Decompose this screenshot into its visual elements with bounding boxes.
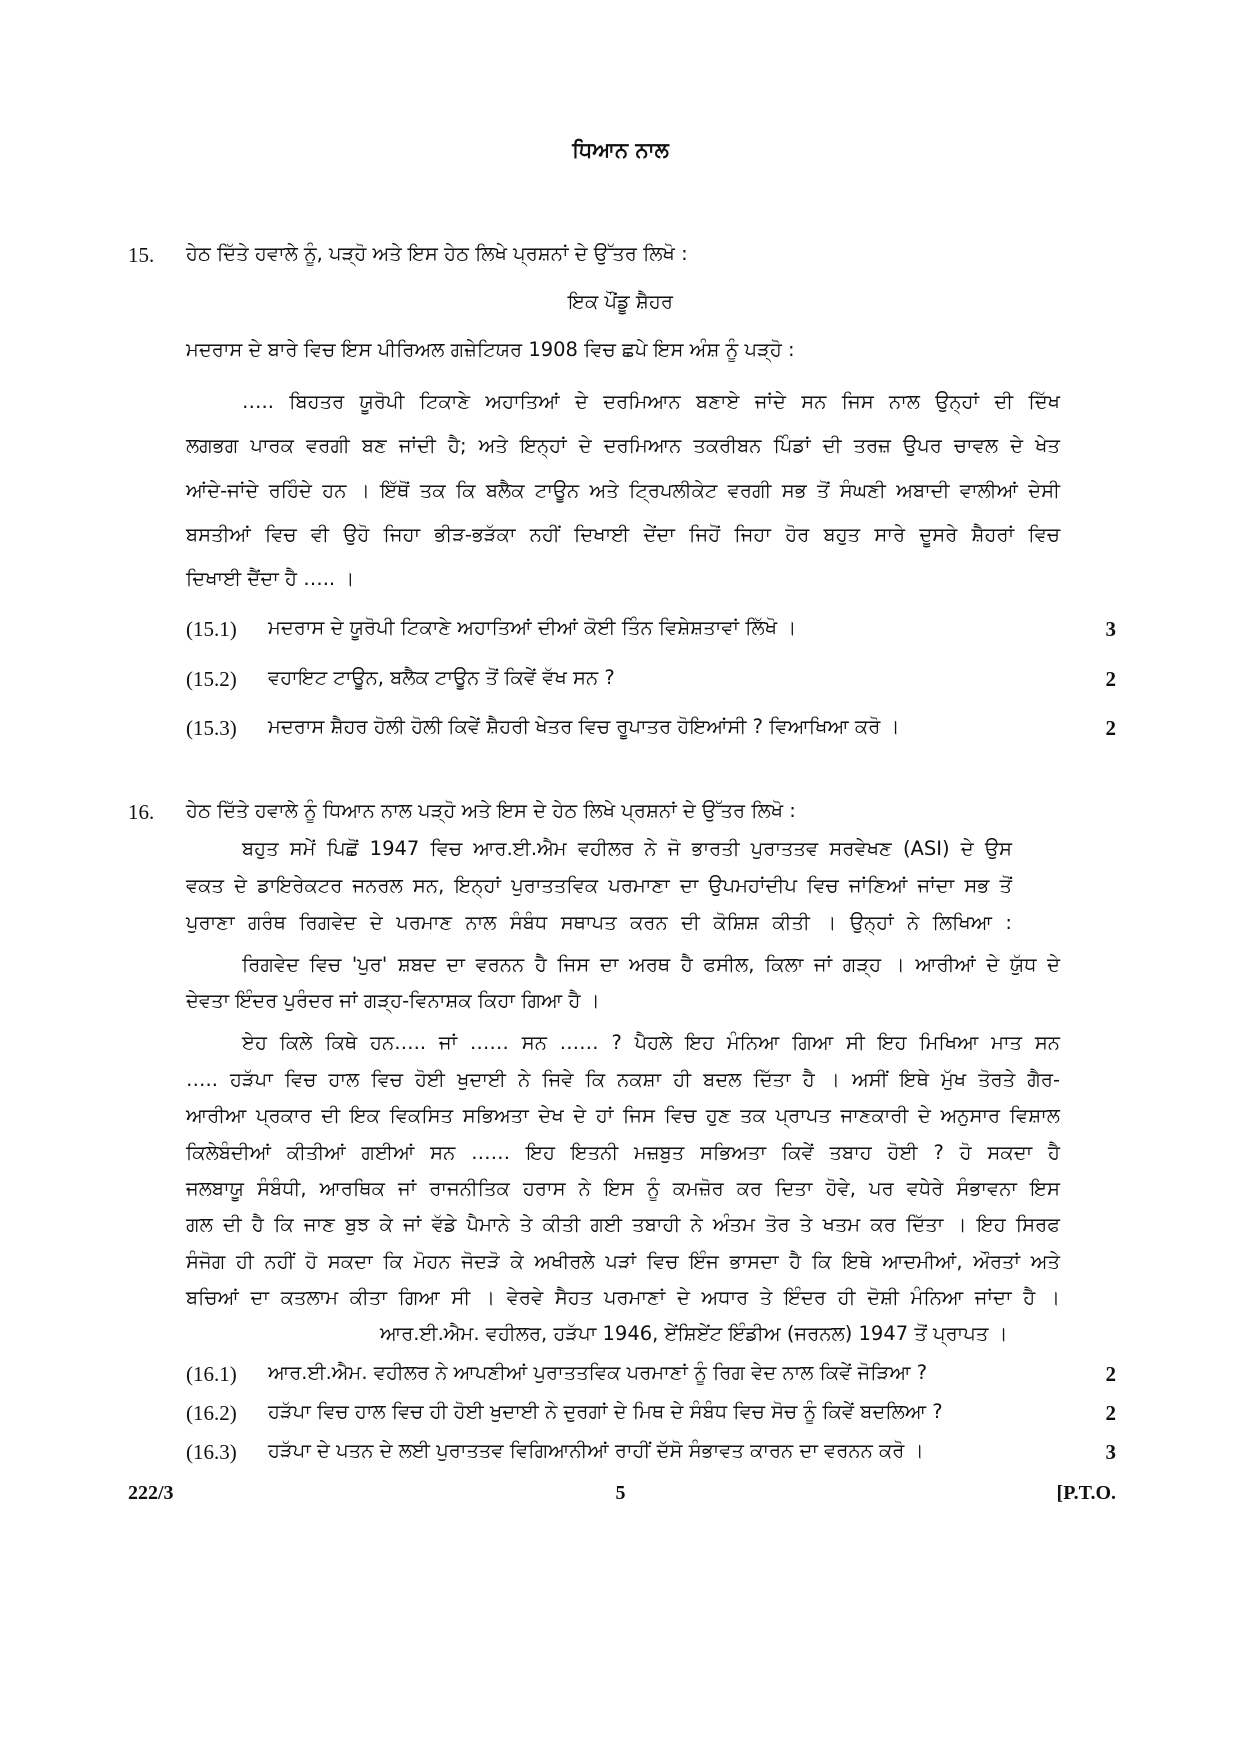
passage-line: ਰਿਗਵੇਦ ਵਿਚ 'ਪੁਰ' ਸ਼ਬਦ ਦਾ ਵਰਨਨ ਹੈ ਜਿਸ ਦਾ ਅਰਥ ਹੈ ਫਸੀਲ, ਕਿਲਾ ਜਾਂ ਗੜ੍ਹ । ਆਰੀਆਂ ਦੇ ਯੁੱਧ ਦੇ	[242, 953, 1060, 976]
question-16-number: 16.	[128, 800, 155, 824]
page-heading: ਧਿਆਨ ਨਾਲ	[572, 138, 669, 162]
subquestion-15-1-marks: 3	[1105, 617, 1116, 641]
paper-code: 222/3	[128, 1482, 174, 1504]
question-16-instruction: ਹੇਠ ਦਿੱਤੇ ਹਵਾਲੇ ਨੂੰ ਧਿਆਨ ਨਾਲ ਪੜ੍ਹੋ ਅਤੇ ਇਸ ਦੇ ਹੇਠ ਲਿਖੇ ਪ੍ਰਸ਼ਨਾਂ ਦੇ ਉੱਤਰ ਲਿਖੋ :	[186, 799, 796, 822]
subquestion-16-2-marks: 2	[1105, 1401, 1116, 1425]
passage-line: ਆਂਦੇ-ਜਾਂਦੇ ਰਹਿੰਦੇ ਹਨ । ਇੱਥੋਂ ਤਕ ਕਿ ਬਲੈਕ ਟਾਊਨ ਅਤੇ ਟ੍ਰਿਪਲੀਕੇਟ ਵਰਗੀ ਸਭ ਤੋਂ ਸੰਘਣੀ ਅਬਾਦੀ ਵਾਲੀਆਂ ਦੇਸੀ	[186, 479, 1060, 502]
passage-line: ….. ਹੜੱਪਾ ਵਿਚ ਹਾਲ ਵਿਚ ਹੋਈ ਖੁਦਾਈ ਨੇ ਜਿਵੇ ਕਿ ਨਕਸ਼ਾ ਹੀ ਬਦਲ ਦਿੱਤਾ ਹੈ । ਅਸੀਂ ਇਥੇ ਮੁੱਖ ਤੋਰਤੇ ਗੈਰ-	[186, 1068, 1060, 1091]
passage-attribution: ਆਰ.ਈ.ਐਮ. ਵਹੀਲਰ, ਹੜੱਪਾ 1946, ਏਂਸ਼ਿਏਂਟ ਇੰਡੀਅ (ਜਰਨਲ) 1947 ਤੋਂ ਪ੍ਰਾਪਤ ।	[380, 1322, 1008, 1345]
passage-line: ਪੁਰਾਣਾ ਗਰੰਥ ਰਿਗਵੇਦ ਦੇ ਪਰਮਾਣ ਨਾਲ ਸੰਬੰਧ ਸਥਾਪਤ ਕਰਨ ਦੀ ਕੋਸ਼ਿਸ਼ ਕੀਤੀ । ਉਨ੍ਹਾਂ ਨੇ ਲਿਖਿਆ :	[186, 911, 1012, 934]
passage-line: ਬਹੁਤ ਸਮੇਂ ਪਿਛੋਂ 1947 ਵਿਚ ਆਰ.ਈ.ਐਮ ਵਹੀਲਰ ਨੇ ਜੋ ਭਾਰਤੀ ਪੁਰਾਤਤਵ ਸਰਵੇਖਣ (ASI) ਦੇ ਉਸ	[242, 837, 1012, 860]
subquestion-16-3-marks: 3	[1105, 1440, 1116, 1464]
subquestion-16-2-number: (16.2)	[186, 1401, 237, 1425]
passage-line: ਵਕਤ ਦੇ ਡਾਇਰੇਕਟਰ ਜਨਰਲ ਸਨ, ਇਨ੍ਹਾਂ ਪੁਰਾਤਤਵਿਕ ਪਰਮਾਣਾ ਦਾ ਉਪਮਹਾਂਦੀਪ ਵਿਚ ਜਾਂਣਿਆਂ ਜਾਂਦਾ ਸਭ ਤੋਂ	[186, 874, 1012, 897]
subquestion-15-2-text: ਵਹਾਇਟ ਟਾਊਨ, ਬਲੈਕ ਟਾਊਨ ਤੋਂ ਕਿਵੇਂ ਵੱਖ ਸਨ ?	[268, 666, 615, 689]
passage-line: ਏਹ ਕਿਲੇ ਕਿਥੇ ਹਨ….. ਜਾਂ …… ਸਨ …… ? ਪੈਹਲੇ ਇਹ ਮੰਨਿਆ ਗਿਆ ਸੀ ਇਹ ਮਿਖਿਆ ਮਾਤ ਸਨ	[242, 1031, 1060, 1054]
passage-line: ਗਲ ਦੀ ਹੈ ਕਿ ਜਾਣ ਬੁਝ ਕੇ ਜਾਂ ਵੱਡੇ ਪੈਮਾਨੇ ਤੇ ਕੀਤੀ ਗਈ ਤਬਾਹੀ ਨੇ ਅੰਤਮ ਤੋਰ ਤੇ ਖਤਮ ਕਰ ਦਿੱਤਾ । ਇਹ ਸਿਰਫ	[186, 1213, 1060, 1236]
passage-title: ਇਕ ਪੌਂਡੂ ਸ਼ੈਹਰ	[568, 290, 673, 313]
passage-line: ਸੰਜੋਗ ਹੀ ਨਹੀਂ ਹੋ ਸਕਦਾ ਕਿ ਮੋਹਨ ਜੋਦੜੋ ਕੇ ਅਖੀਰਲੇ ਪੜਾਂ ਵਿਚ ਇੰਜ ਭਾਸਦਾ ਹੈ ਕਿ ਇਥੇ ਆਦਮੀਆਂ, ਔਰਤਾਂ ਅਤੇ	[186, 1250, 1060, 1273]
subquestion-16-2-text: ਹੜੱਪਾ ਵਿਚ ਹਾਲ ਵਿਚ ਹੀ ਹੋਈ ਖੁਦਾਈ ਨੇ ਦੁਰਗਾਂ ਦੇ ਮਿਥ ਦੇ ਸੰਬੰਧ ਵਿਚ ਸੋਚ ਨੂੰ ਕਿਵੇਂ ਬਦਲਿਆ ?	[268, 1400, 943, 1423]
subquestion-15-3-number: (15.3)	[186, 716, 237, 740]
passage-line: ਜਲਬਾਯੂ ਸੰਬੰਧੀ, ਆਰਥਿਕ ਜਾਂ ਰਾਜਨੀਤਿਕ ਹਰਾਸ ਨੇ ਇਸ ਨੂੰ ਕਮਜ਼ੋਰ ਕਰ ਦਿਤਾ ਹੋਵੇ, ਪਰ ਵਧੇਰੇ ਸੰਭਾਵਨਾ ਇਸ	[186, 1177, 1060, 1200]
subquestion-15-2-number: (15.2)	[186, 667, 237, 691]
question-15-instruction: ਹੇਠ ਦਿੱਤੇ ਹਵਾਲੇ ਨੂੰ, ਪੜ੍ਹੋ ਅਤੇ ਇਸ ਹੇਠ ਲਿਖੇ ਪ੍ਰਸ਼ਨਾਂ ਦੇ ਉੱਤਰ ਲਿਖੋ :	[186, 242, 688, 265]
pto-label: [P.T.O.	[1056, 1482, 1116, 1504]
passage-line: ਕਿਲੇਬੰਦੀਆਂ ਕੀਤੀਆਂ ਗਈਆਂ ਸਨ …… ਇਹ ਇਤਨੀ ਮਜ਼ਬੁਤ ਸਭਿਅਤਾ ਕਿਵੇਂ ਤਬਾਹ ਹੋਈ ? ਹੋ ਸਕਦਾ ਹੈ	[186, 1141, 1060, 1164]
passage-line: ਬਚਿਆਂ ਦਾ ਕਤਲਾਮ ਕੀਤਾ ਗਿਆ ਸੀ । ਵੇਰਵੇ ਸੈਹਤ ਪਰਮਾਣਾਂ ਦੇ ਅਧਾਰ ਤੇ ਇੰਦਰ ਹੀ ਦੋਸ਼ੀ ਮੰਨਿਆ ਜਾਂਦਾ ਹੈ ।	[186, 1286, 1060, 1309]
subquestion-15-1-number: (15.1)	[186, 617, 237, 641]
passage-intro: ਮਦਰਾਸ ਦੇ ਬਾਰੇ ਵਿਚ ਇਸ ਪੀਰਿਅਲ ਗਜ਼ੇਟਿਯਰ 1908 ਵਿਚ ਛਪੇ ਇਸ ਅੰਸ਼ ਨੂੰ ਪੜ੍ਹੋ :	[186, 338, 795, 361]
subquestion-15-2-marks: 2	[1105, 667, 1116, 691]
passage-line: ਆਰੀਆ ਪ੍ਰਕਾਰ ਦੀ ਇਕ ਵਿਕਸਿਤ ਸਭਿਅਤਾ ਦੇਖ ਦੇ ਹਾਂ ਜਿਸ ਵਿਚ ਹੁਣ ਤਕ ਪ੍ਰਾਪਤ ਜਾਣਕਾਰੀ ਦੇ ਅਨੁਸਾਰ ਵਿਸ਼ਾਲ	[186, 1104, 1060, 1127]
subquestion-15-1-text: ਮਦਰਾਸ ਦੇ ਯੂਰੋਪੀ ਟਿਕਾਣੇ ਅਹਾਤਿਆਂ ਦੀਆਂ ਕੋਈ ਤਿੰਨ ਵਿਸ਼ੇਸ਼ਤਾਵਾਂ ਲਿੱਖੋ ।	[268, 616, 797, 639]
subquestion-16-3-text: ਹੜੱਪਾ ਦੇ ਪਤਨ ਦੇ ਲਈ ਪੁਰਾਤਤਵ ਵਿਗਿਆਨੀਆਂ ਰਾਹੀਂ ਦੱਸੋ ਸੰਭਾਵਤ ਕਾਰਨ ਦਾ ਵਰਨਨ ਕਰੋ ।	[268, 1439, 924, 1462]
question-15-number: 15.	[128, 243, 155, 267]
passage-line: ਦਿਖਾਈ ਦੈਂਦਾ ਹੈ ….. ।	[186, 567, 355, 590]
subquestion-16-1-marks: 2	[1105, 1362, 1116, 1386]
passage-line: ….. ਬਿਹਤਰ ਯੂਰੋਪੀ ਟਿਕਾਣੇ ਅਹਾਤਿਆਂ ਦੇ ਦਰਮਿਆਨ ਬਣਾਏ ਜਾਂਦੇ ਸਨ ਜਿਸ ਨਾਲ ਉਨ੍ਹਾਂ ਦੀ ਦਿੱਖ	[242, 390, 1060, 413]
passage-line: ਦੇਵਤਾ ਇੰਦਰ ਪੁਰੰਦਰ ਜਾਂ ਗੜ੍ਹ-ਵਿਨਾਸ਼ਕ ਕਿਹਾ ਗਿਆ ਹੈ ।	[186, 989, 600, 1012]
page-number: 5	[615, 1482, 626, 1504]
subquestion-16-1-number: (16.1)	[186, 1362, 237, 1386]
subquestion-15-3-text: ਮਦਰਾਸ ਸ਼ੈਹਰ ਹੋਲੀ ਹੋਲੀ ਕਿਵੇਂ ਸ਼ੈਹਰੀ ਖੇਤਰ ਵਿਚ ਰੂਪਾਤਰ ਹੋਇਆਂਸੀ ? ਵਿਆਖਿਆ ਕਰੋ ।	[268, 715, 900, 738]
subquestion-16-1-text: ਆਰ.ਈ.ਐਮ. ਵਹੀਲਰ ਨੇ ਆਪਣੀਆਂ ਪੁਰਾਤਤਵਿਕ ਪਰਮਾਣਾਂ ਨੂੰ ਰਿਗ ਵੇਦ ਨਾਲ ਕਿਵੇਂ ਜੋੜਿਆ ?	[268, 1361, 928, 1384]
passage-line: ਬਸਤੀਆਂ ਵਿਚ ਵੀ ਉਹੋ ਜਿਹਾ ਭੀੜ-ਭੜੱਕਾ ਨਹੀਂ ਦਿਖਾਈ ਦੇਂਦਾ ਜਿਹੋਂ ਜਿਹਾ ਹੋਰ ਬਹੁਤ ਸਾਰੇ ਦੂਸਰੇ ਸ਼ੈਹਰਾਂ ਵਿਚ	[186, 523, 1060, 546]
subquestion-16-3-number: (16.3)	[186, 1440, 237, 1464]
passage-line: ਲਗਭਗ ਪਾਰਕ ਵਰਗੀ ਬਣ ਜਾਂਦੀ ਹੈ; ਅਤੇ ਇਨ੍ਹਾਂ ਦੇ ਦਰਮਿਆਨ ਤਕਰੀਬਨ ਪਿੰਡਾਂ ਦੀ ਤਰਜ਼ ਉਪਰ ਚਾਵਲ ਦੇ ਖੇਤ	[186, 434, 1060, 457]
subquestion-15-3-marks: 2	[1105, 716, 1116, 740]
